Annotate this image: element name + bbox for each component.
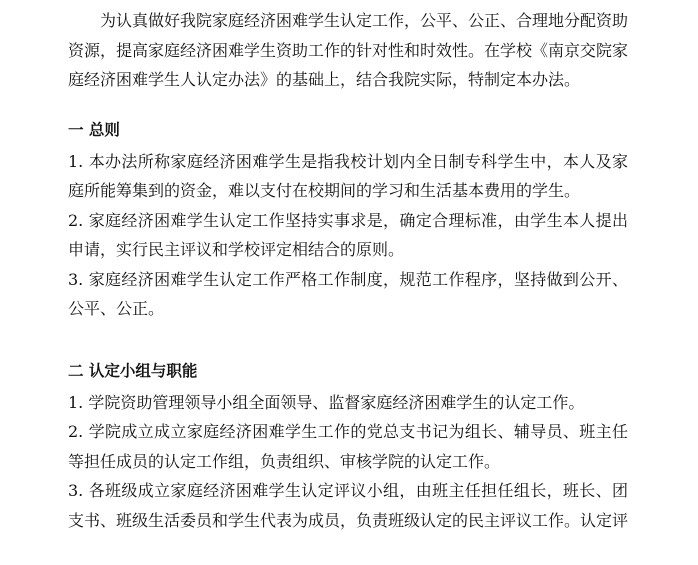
list-item: 1. 学院资助管理领导小组全面领导、监督家庭经济困难学生的认定工作。 [68,392,585,412]
section-heading-general: 一 总则 [68,120,120,139]
list-item: 3. 家庭经济困难学生认定工作严格工作制度，规范工作程序，坚持做到公开、公平、公正。 [68,269,628,318]
spacer [68,324,628,357]
list-item: 3. 各班级成立家庭经济困难学生认定评议小组，由班主任担任组长，班长、团支书、班级生活委员和学生代表为成员，负责班级认定的民主评议工作。认定评 [68,481,629,530]
spacer [68,95,628,116]
list-item: 2. 家庭经济困难学生认定工作坚持实事求是，确定合理标准，由学生本人提出申请，实行民主评议和学校评定相结合的原则。 [68,210,628,259]
list-item: 1. 本办法所称家庭经济困难学生是指我校计划内全日制专科学生中，本人及家庭所能筹集到的资金，难以支付在校期间的学习和生活基本费用的学生。 [68,151,628,200]
intro-paragraph: 为认真做好我院家庭经济困难学生认定工作，公平、公正、合理地分配资助资源，提高家庭经济困难学生资助工作的针对性和时效性。在学校《南京交院家庭经济困难学生人认定办法》的基础上，结合我院实际，特制定本办法。 [68,11,629,89]
document-page [68,6,628,535]
list-item: 2. 学院成立成立家庭经济困难学生工作的党总支书记为组长、辅导员、班主任等担任成员的认定工作组，负责组织、审核学院的认定工作。 [68,422,628,471]
section-heading-committee: 二 认定小组与职能 [68,361,198,380]
